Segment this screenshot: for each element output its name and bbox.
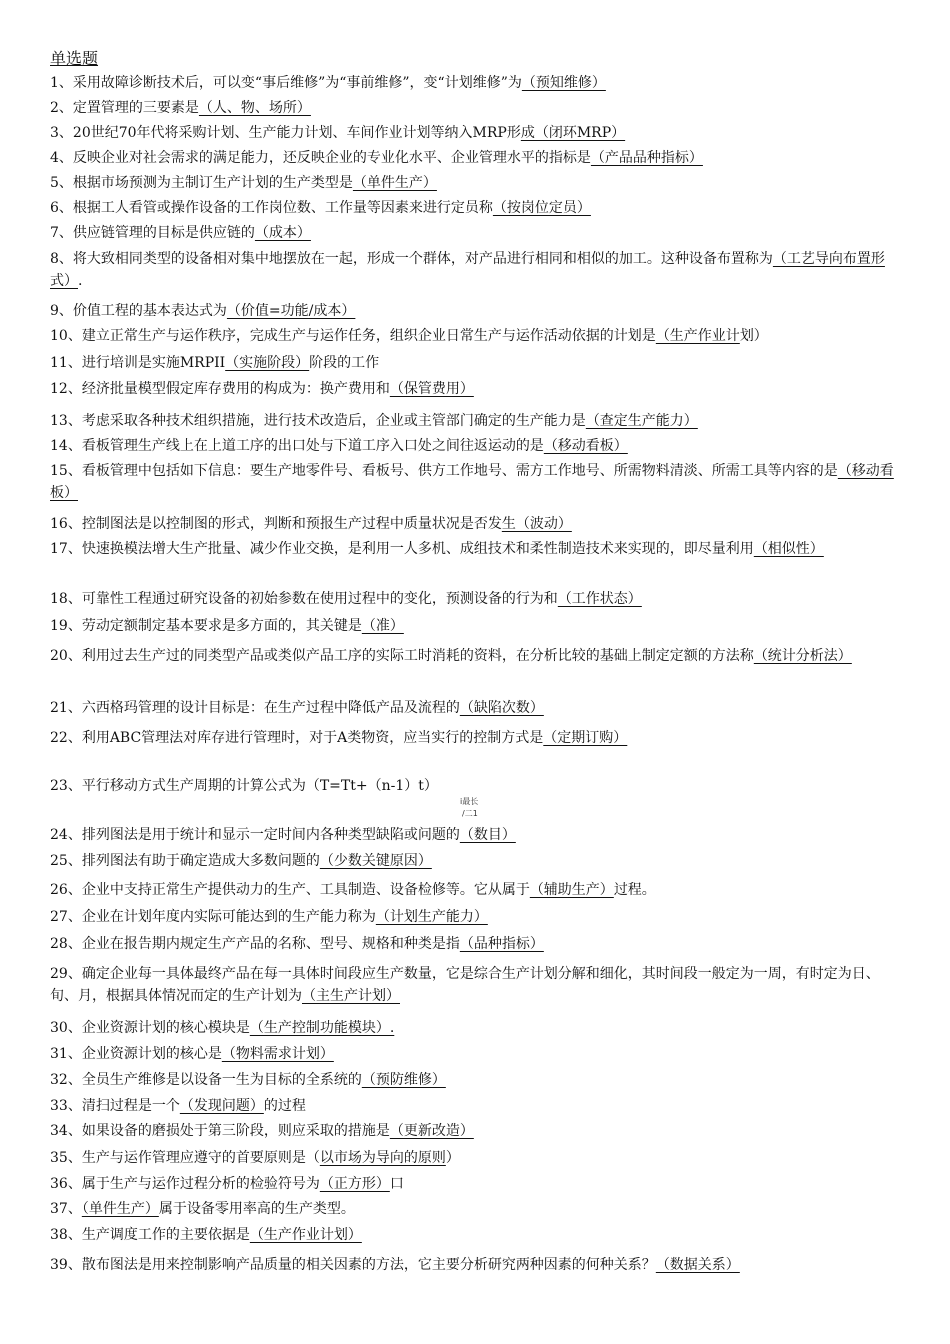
question-item bbox=[50, 378, 900, 400]
question-item bbox=[50, 352, 900, 374]
answer-text: （保管费用） bbox=[389, 381, 474, 397]
question-text: 26、企业中支持正常生产提供动力的生产、工具制造、设备检修等。它从属于 bbox=[50, 882, 530, 898]
question-item bbox=[50, 172, 900, 194]
question-text: 28、企业在报告期内规定生产产品的名称、型号、规格和种类是指 bbox=[50, 936, 460, 952]
question-item bbox=[50, 727, 900, 749]
answer-text: （正方形） bbox=[319, 1176, 390, 1192]
answer-text: （预防维修） bbox=[361, 1072, 446, 1088]
question-item bbox=[50, 1254, 900, 1276]
question-text: 37、 bbox=[50, 1201, 82, 1217]
question-text: 32、全员生产维修是以设备一生为目标的全系统的 bbox=[50, 1072, 362, 1088]
answer-text: （工作状态） bbox=[557, 591, 642, 607]
question-text: 15、看板管理中包括如下信息：要生产地零件号、看板号、供方工作地号、需方工作地号、所需物料清淡、所需工具等内容的是 bbox=[50, 463, 838, 479]
answer-text: （价值=功能/成本） bbox=[226, 303, 356, 319]
question-item bbox=[50, 850, 900, 872]
question-text: 33、清扫过程是一个 bbox=[50, 1098, 180, 1114]
question-item bbox=[50, 147, 900, 169]
question-item bbox=[50, 1095, 900, 1117]
question-text: 2、定置管理的三要素是 bbox=[50, 100, 199, 116]
question-suffix: 属于设备零用率高的生产类型。 bbox=[158, 1201, 355, 1217]
question-text: 17、快速换模法增大生产批量、减少作业交换，是利用一人多机、成组技术和柔性制造技术来实现的，即尽量利用 bbox=[50, 541, 754, 557]
answer-text: （品种指标） bbox=[459, 936, 544, 952]
question-item bbox=[50, 933, 900, 955]
answer-text: （统计分析法） bbox=[753, 648, 852, 664]
question-text: 14、看板管理生产线上在上道工序的出口处与下道工序入口处之间往返运动的是 bbox=[50, 438, 544, 454]
question-item bbox=[50, 645, 900, 667]
question-text: 8、将大致相同类型的设备相对集中地摆放在一起，形成一个群体，对产品进行相同和相似的加工。这种设备布置称为 bbox=[50, 251, 773, 267]
question-text: 36、属于生产与运作过程分析的检验符号为 bbox=[50, 1176, 320, 1192]
question-item bbox=[50, 300, 900, 322]
question-text: 22、利用ABC管理法对库存进行管理时，对于A类物资，应当实行的控制方式是 bbox=[50, 730, 544, 746]
answer-text: （人、物、场所） bbox=[198, 100, 311, 116]
answer-text: （少数关键原因） bbox=[319, 853, 432, 869]
question-item bbox=[50, 72, 900, 94]
question-text: 12、经济批量模型假定库存费用的构成为：换产费用和 bbox=[50, 381, 390, 397]
question-item bbox=[50, 879, 900, 901]
question-item bbox=[50, 588, 900, 610]
question-text: 19、劳动定额制定基本要求是多方面的，其关键是 bbox=[50, 618, 362, 634]
question-text: 9、价值工程的基本表达式为 bbox=[50, 303, 227, 319]
question-item bbox=[50, 824, 900, 846]
question-item bbox=[50, 906, 900, 928]
question-text: 20、利用过去生产过的同类型产品或类似产品工序的实际工时消耗的资料，在分析比较的基础上制定定额的方法称 bbox=[50, 648, 754, 664]
question-item bbox=[50, 1224, 900, 1246]
answer-text: （按岗位定员） bbox=[492, 200, 591, 216]
formula-subscript-max: i最长 bbox=[460, 797, 479, 806]
question-text: 10、建立正常生产与运作秩序，完成生产与运作任务，组织企业日常生产与运作活动依据的计划是 bbox=[50, 328, 656, 344]
formula-subscript-index: /二1 bbox=[462, 809, 478, 818]
question-text: 7、供应链管理的目标是供应链的 bbox=[50, 225, 255, 241]
question-text: 35、生产与运作管理应遵守的首要原则是（ bbox=[50, 1150, 320, 1166]
answer-text: （生产作业计 bbox=[655, 328, 740, 344]
answer-text: （单件生产） bbox=[352, 175, 437, 191]
question-text: 30、企业资源计划的核心模块是 bbox=[50, 1020, 250, 1036]
question-suffix: 阶段的工作 bbox=[309, 355, 380, 371]
answer-text: （物料需求计划） bbox=[221, 1046, 334, 1062]
question-item bbox=[50, 538, 900, 560]
question-item bbox=[50, 435, 900, 457]
question-item bbox=[50, 122, 900, 144]
question-item bbox=[50, 248, 900, 292]
question-text: 25、排列图法有助于确定造成大多数问题的 bbox=[50, 853, 320, 869]
answer-text: （数据关系） bbox=[655, 1257, 740, 1273]
question-text: 24、排列图法是用于统计和显示一定时间内各种类型缺陷或问题的 bbox=[50, 827, 460, 843]
question-suffix: 划） bbox=[739, 328, 768, 344]
question-item bbox=[50, 1198, 900, 1220]
question-item bbox=[50, 1043, 900, 1065]
question-suffix: . bbox=[78, 273, 83, 289]
answer-text: （移动看板） bbox=[50, 463, 894, 501]
answer-text: （发现问题） bbox=[179, 1098, 264, 1114]
question-text: 3、20世纪70年代将采购计划、生产能力计划、车间作业计划等纳入MRP形 bbox=[50, 125, 521, 141]
question-text: 21、六西格玛管理的设计目标是：在生产过程中降低产品及流程的 bbox=[50, 700, 460, 716]
question-suffix: 口 bbox=[389, 1176, 404, 1192]
question-text: 5、根据市场预测为主制订生产计划的生产类型是 bbox=[50, 175, 353, 191]
question-text: 11、进行培训是实施MRPII bbox=[50, 355, 226, 371]
question-item bbox=[50, 1017, 900, 1039]
question-suffix: ） bbox=[445, 1150, 460, 1166]
question-text: 13、考虑采取各种技术组织措施，进行技术改造后，企业或主管部门确定的生产能力是 bbox=[50, 413, 586, 429]
question-text: 39、散布图法是用来控制影响产品质量的相关因素的方法，它主要分析研究两种因素的何种关系？ bbox=[50, 1257, 656, 1273]
answer-text: 生（波动） bbox=[501, 516, 572, 532]
question-item bbox=[50, 460, 900, 504]
question-item bbox=[50, 1069, 900, 1091]
question-text: 4、反映企业对社会需求的满足能力，还反映企业的专业化水平、企业管理水平的指标是 bbox=[50, 150, 591, 166]
answer-text: （生产控制功能模块）. bbox=[249, 1020, 395, 1036]
answer-text: （准） bbox=[361, 618, 404, 634]
question-item bbox=[50, 1173, 900, 1195]
question-item bbox=[50, 197, 900, 219]
question-text: 38、生产调度工作的主要依据是 bbox=[50, 1227, 250, 1243]
question-text: 34、如果设备的磨损处于第三阶段，则应采取的措施是 bbox=[50, 1123, 390, 1139]
question-text: 27、企业在计划年度内实际可能达到的生产能力称为 bbox=[50, 909, 376, 925]
answer-text: （实施阶段） bbox=[225, 355, 310, 371]
answer-text: （更新改造） bbox=[389, 1123, 474, 1139]
question-item bbox=[50, 1120, 900, 1142]
answer-text: （数目） bbox=[459, 827, 516, 843]
question-item bbox=[50, 1147, 900, 1169]
answer-text: （移动看板） bbox=[543, 438, 628, 454]
question-text: 23、平行移动方式生产周期的计算公式为（T=Tt+（n-1）t） bbox=[50, 778, 438, 794]
answer-text: （预知维修） bbox=[521, 75, 606, 91]
answer-text: （单件生产） bbox=[81, 1201, 159, 1217]
question-text: 1、采用故障诊断技术后，可以变“事后维修”为“事前维修”，变“计划维修”为 bbox=[50, 75, 522, 91]
answer-text: （辅助生产） bbox=[529, 882, 614, 898]
question-text: 31、企业资源计划的核心是 bbox=[50, 1046, 222, 1062]
question-suffix: 的过程 bbox=[263, 1098, 306, 1114]
question-item bbox=[50, 513, 900, 535]
answer-text: （查定生产能力） bbox=[585, 413, 698, 429]
answer-text: （计划生产能力） bbox=[375, 909, 488, 925]
answer-text: （主生产计划） bbox=[302, 988, 400, 1004]
question-text: 16、控制图法是以控制图的形式，判断和预报生产过程中质量状况是否发 bbox=[50, 516, 502, 532]
question-text: 6、根据工人看管或操作设备的工作岗位数、工作量等因素来进行定员称 bbox=[50, 200, 493, 216]
answer-text: （工艺导向布置形式） bbox=[50, 251, 885, 289]
answer-text: （缺陷次数） bbox=[459, 700, 544, 716]
question-suffix: 过程。 bbox=[613, 882, 656, 898]
question-item bbox=[50, 615, 900, 637]
answer-text: （相似性） bbox=[753, 541, 824, 557]
question-item bbox=[50, 97, 900, 119]
question-item bbox=[50, 410, 900, 432]
question-text: 18、可靠性工程通过研究设备的初始参数在使用过程中的变化，预测设备的行为和 bbox=[50, 591, 558, 607]
question-item bbox=[50, 697, 900, 719]
question-item bbox=[50, 963, 900, 1007]
answer-text: （生产作业计划） bbox=[249, 1227, 362, 1243]
answer-text: 以市场为导向的原则 bbox=[319, 1150, 446, 1166]
question-item bbox=[50, 325, 900, 347]
answer-text: （产品品种指标） bbox=[590, 150, 703, 166]
answer-text: （定期订购） bbox=[543, 730, 628, 746]
question-text: 29、确定企业每一具体最终产品在每一具体时间段应生产数量，它是综合生产计划分解和细化，其时间段一般定为一周，有时定为日、旬、月，根据具体情况而定的生产计划为 bbox=[50, 966, 880, 1004]
question-item bbox=[50, 222, 900, 244]
answer-text: （成本） bbox=[254, 225, 311, 241]
question-item bbox=[50, 775, 900, 797]
answer-text: 成（闭环MRP） bbox=[520, 125, 626, 141]
section-title: 单选题 bbox=[50, 49, 99, 68]
